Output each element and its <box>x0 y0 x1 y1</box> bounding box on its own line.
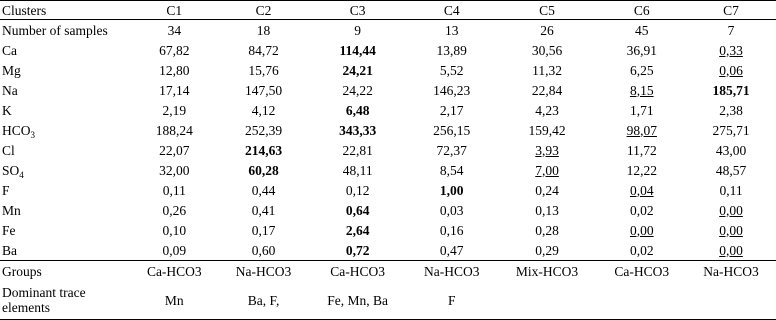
table-cell <box>407 60 497 80</box>
table-cell <box>407 20 497 41</box>
table-cell <box>597 100 686 120</box>
row-label <box>0 200 130 220</box>
table-cell <box>686 160 776 180</box>
cell-value: 0,10 <box>162 222 187 238</box>
cell-value: 114,44 <box>339 42 376 58</box>
cell-value: 30,56 <box>531 42 563 58</box>
cell-value: 11,32 <box>532 62 562 78</box>
cell-value: 5,52 <box>439 62 464 78</box>
row-label <box>0 140 130 160</box>
table-cell <box>497 60 598 80</box>
cell-value: 0,33 <box>719 42 743 58</box>
table-cell <box>597 240 686 261</box>
dominant-label-line2: elements <box>2 300 50 315</box>
cell-value: 34 <box>167 22 182 38</box>
table-cell <box>597 220 686 240</box>
header-cluster-c6: C6 <box>597 1 686 20</box>
table-row <box>0 40 776 60</box>
table-cell <box>686 40 776 60</box>
table-cell <box>407 40 497 60</box>
cell-value: 60,28 <box>248 162 279 178</box>
cell-value: 13 <box>444 22 459 38</box>
table-cell <box>219 160 309 180</box>
cell-value: 7,00 <box>535 162 559 178</box>
cell-value: 0,29 <box>535 242 559 258</box>
cell-value: 1,00 <box>439 182 464 198</box>
table-cell <box>407 220 497 240</box>
table-row <box>0 160 776 180</box>
table-cell <box>597 80 686 100</box>
dominant-row <box>0 281 776 320</box>
row-label-text: Ca <box>2 42 17 58</box>
row-label-text: Number of samples <box>2 22 108 38</box>
groups-label: Groups <box>0 261 130 282</box>
table-cell <box>308 180 406 200</box>
table-cell <box>130 40 219 60</box>
cell-value: 15,76 <box>248 62 279 78</box>
table-row <box>0 220 776 240</box>
groups-row <box>0 261 776 282</box>
table-cell <box>686 180 776 200</box>
header-cluster-c1: C1 <box>130 1 219 20</box>
table-cell <box>597 60 686 80</box>
cell-value: 0,17 <box>251 222 276 238</box>
table-cell <box>597 20 686 41</box>
table-cell <box>130 220 219 240</box>
cell-value: 45 <box>635 22 649 38</box>
cell-value: 26 <box>540 22 554 38</box>
cell-value: 6,25 <box>629 62 654 78</box>
cell-value: 67,82 <box>159 42 190 58</box>
table-cell <box>308 120 406 140</box>
table-cell <box>686 60 776 80</box>
table-cell <box>407 140 497 160</box>
cell-value: 72,37 <box>436 142 467 158</box>
table-cell <box>219 80 309 100</box>
cell-value: 8,15 <box>629 82 654 98</box>
table-row <box>0 180 776 200</box>
row-label <box>0 180 130 200</box>
row-label <box>0 240 130 261</box>
dominant-cell: Fe, Mn, Ba <box>308 281 406 320</box>
cell-value: 256,15 <box>433 122 471 138</box>
table-cell <box>497 200 598 220</box>
cell-value: 0,03 <box>439 202 464 218</box>
header-cluster-c5: C5 <box>497 1 598 20</box>
cell-value: 24,22 <box>342 82 373 98</box>
header-cluster-c2: C2 <box>219 1 309 20</box>
cell-value: 0,00 <box>719 202 743 218</box>
table-cell <box>686 240 776 261</box>
row-label <box>0 80 130 100</box>
table-row <box>0 60 776 80</box>
cell-value: 0,24 <box>535 182 559 198</box>
row-label-text: HCO <box>2 122 31 138</box>
table-row <box>0 100 776 120</box>
table-cell <box>219 140 309 160</box>
cell-value: 2,64 <box>345 222 370 238</box>
table-cell <box>308 240 406 261</box>
cell-value: 146,23 <box>433 82 471 98</box>
cell-value: 18 <box>256 22 271 38</box>
cell-value: 0,41 <box>251 202 276 218</box>
table-cell <box>407 200 497 220</box>
cell-value: 0,16 <box>439 222 464 238</box>
table-cell <box>597 120 686 140</box>
table-cell <box>497 120 598 140</box>
dominant-label-line1: Dominant trace <box>2 285 86 300</box>
cell-value: 252,39 <box>244 122 283 138</box>
row-label <box>0 40 130 60</box>
cell-value: 9 <box>354 22 362 38</box>
cell-value: 6,48 <box>345 102 370 118</box>
row-label <box>0 160 130 180</box>
cell-value: 24,21 <box>342 62 373 78</box>
row-label <box>0 60 130 80</box>
table-cell <box>497 160 598 180</box>
row-label-text: F <box>2 182 10 198</box>
table-cell <box>219 60 309 80</box>
row-label <box>0 100 130 120</box>
group-cell: Na-HCO3 <box>219 261 309 282</box>
dominant-cell: F <box>407 281 497 320</box>
table-cell <box>597 180 686 200</box>
table-cell <box>130 240 219 261</box>
cell-value: 22,84 <box>531 82 563 98</box>
table-cell <box>407 240 497 261</box>
cell-value: 0,00 <box>629 222 654 238</box>
cell-value: 159,42 <box>528 122 566 138</box>
table-cell <box>219 120 309 140</box>
cell-value: 48,11 <box>342 162 373 178</box>
table-cell <box>597 160 686 180</box>
table-cell <box>308 20 406 41</box>
dominant-cell: Mn <box>130 281 219 320</box>
cell-value: 0,11 <box>719 182 743 198</box>
table-cell <box>686 20 776 41</box>
table-body <box>0 20 776 320</box>
table-cell <box>407 120 497 140</box>
cell-value: 0,64 <box>345 202 370 218</box>
cell-value: 4,23 <box>535 102 559 118</box>
header-row <box>0 1 776 20</box>
row-label-subscript: 3 <box>30 129 36 140</box>
row-label-text: Ba <box>2 242 17 258</box>
cell-value: 0,00 <box>719 222 743 238</box>
cell-value: 147,50 <box>244 82 283 98</box>
cell-value: 0,00 <box>719 242 743 258</box>
table-cell <box>497 80 598 100</box>
cell-value: 12,22 <box>626 162 657 178</box>
table-cell <box>597 200 686 220</box>
cell-value: 0,28 <box>535 222 559 238</box>
cell-value: 22,07 <box>159 142 190 158</box>
table-row <box>0 120 776 140</box>
row-label-text: Mg <box>2 62 21 78</box>
table-cell <box>219 240 309 261</box>
table-cell <box>308 160 406 180</box>
table-cell <box>219 100 309 120</box>
cell-value: 0,60 <box>251 242 276 258</box>
table-cell <box>497 240 598 261</box>
table-cell <box>130 20 219 41</box>
cell-value: 48,57 <box>715 162 747 178</box>
cell-value: 0,09 <box>162 242 187 258</box>
cell-value: 0,72 <box>345 242 370 258</box>
table-cell <box>686 200 776 220</box>
group-cell: Ca-HCO3 <box>597 261 686 282</box>
table-cell <box>686 100 776 120</box>
row-label-text: SO <box>2 162 20 178</box>
header-label: Clusters <box>0 1 130 20</box>
cell-value: 275,71 <box>712 122 750 138</box>
dominant-cell: Ba, F, <box>219 281 309 320</box>
cell-value: 185,71 <box>712 82 750 98</box>
cell-value: 8,54 <box>439 162 464 178</box>
cell-value: 343,33 <box>339 122 377 138</box>
cell-value: 0,13 <box>535 202 559 218</box>
table-cell <box>130 160 219 180</box>
table-cell <box>497 140 598 160</box>
header-cluster-c4: C4 <box>407 1 497 20</box>
table-row <box>0 240 776 261</box>
cell-value: 0,02 <box>629 202 654 218</box>
cell-value: 36,91 <box>626 42 657 58</box>
dominant-cell <box>497 281 598 320</box>
cell-value: 0,26 <box>162 202 187 218</box>
table-row <box>0 200 776 220</box>
row-label-text: Mn <box>2 202 21 218</box>
cell-value: 1,71 <box>629 102 654 118</box>
cell-value: 0,02 <box>629 242 654 258</box>
table-row <box>0 20 776 41</box>
row-label <box>0 20 130 41</box>
table-cell <box>308 100 406 120</box>
table-cell <box>130 200 219 220</box>
row-label-subscript: 4 <box>19 169 24 180</box>
group-cell: Na-HCO3 <box>407 261 497 282</box>
row-label <box>0 220 130 240</box>
table-cell <box>308 60 406 80</box>
group-cell: Ca-HCO3 <box>308 261 406 282</box>
cell-value: 0,04 <box>629 182 654 198</box>
table-cell <box>686 120 776 140</box>
row-label <box>0 120 130 140</box>
table-cell <box>219 180 309 200</box>
table-cell <box>219 200 309 220</box>
table-cell <box>597 140 686 160</box>
group-cell: Ca-HCO3 <box>130 261 219 282</box>
table-cell <box>407 180 497 200</box>
dominant-label <box>0 281 130 320</box>
dominant-cell <box>597 281 686 320</box>
table-cell <box>308 220 406 240</box>
table-row <box>0 140 776 160</box>
table-cell <box>407 80 497 100</box>
table-cell <box>407 160 497 180</box>
table-cell <box>130 140 219 160</box>
cell-value: 4,12 <box>251 102 276 118</box>
cell-value: 3,93 <box>535 142 559 158</box>
cell-value: 32,00 <box>159 162 190 178</box>
cell-value: 2,19 <box>162 102 187 118</box>
table-cell <box>130 100 219 120</box>
table-cell <box>308 200 406 220</box>
row-label-text: K <box>2 102 12 118</box>
cell-value: 0,44 <box>251 182 276 198</box>
header-cluster-c3: C3 <box>308 1 406 20</box>
cell-value: 0,12 <box>345 182 370 198</box>
row-label-text: Na <box>2 82 18 98</box>
table-cell <box>597 40 686 60</box>
table-cell <box>130 120 219 140</box>
table-cell <box>219 40 309 60</box>
cell-value: 214,63 <box>244 142 283 158</box>
table-cell <box>686 140 776 160</box>
cell-value: 84,72 <box>248 42 279 58</box>
table-cell <box>219 20 309 41</box>
table-cell <box>497 100 598 120</box>
row-label-text: Fe <box>2 222 16 238</box>
table-cell <box>686 220 776 240</box>
cell-value: 11,72 <box>626 142 657 158</box>
cell-value: 98,07 <box>626 122 657 138</box>
table-row <box>0 80 776 100</box>
row-label-text: Cl <box>2 142 15 158</box>
cell-value: 13,89 <box>436 42 467 58</box>
table-cell <box>308 40 406 60</box>
cell-value: 0,11 <box>162 182 186 198</box>
table-cell <box>219 220 309 240</box>
table-cell <box>130 60 219 80</box>
cell-value: 0,47 <box>439 242 464 258</box>
dominant-cell <box>686 281 776 320</box>
group-cell: Mix-HCO3 <box>497 261 598 282</box>
table-cell <box>130 180 219 200</box>
header-cluster-c7: C7 <box>686 1 776 20</box>
table-cell <box>686 80 776 100</box>
cell-value: 188,24 <box>155 122 193 138</box>
table-cell <box>497 40 598 60</box>
cell-value: 22,81 <box>342 142 373 158</box>
table-cell <box>497 220 598 240</box>
table-cell <box>308 80 406 100</box>
cell-value: 12,80 <box>159 62 190 78</box>
cell-value: 2,17 <box>439 102 464 118</box>
cell-value: 17,14 <box>159 82 190 98</box>
table-cell <box>497 180 598 200</box>
table-cell <box>497 20 598 41</box>
table-cell <box>407 100 497 120</box>
table-cell <box>130 80 219 100</box>
cell-value: 2,38 <box>719 102 743 118</box>
table-cell <box>308 140 406 160</box>
cell-value: 0,06 <box>719 62 743 78</box>
cell-value: 7 <box>727 22 735 38</box>
cell-value: 43,00 <box>715 142 747 158</box>
group-cell: Na-HCO3 <box>686 261 776 282</box>
